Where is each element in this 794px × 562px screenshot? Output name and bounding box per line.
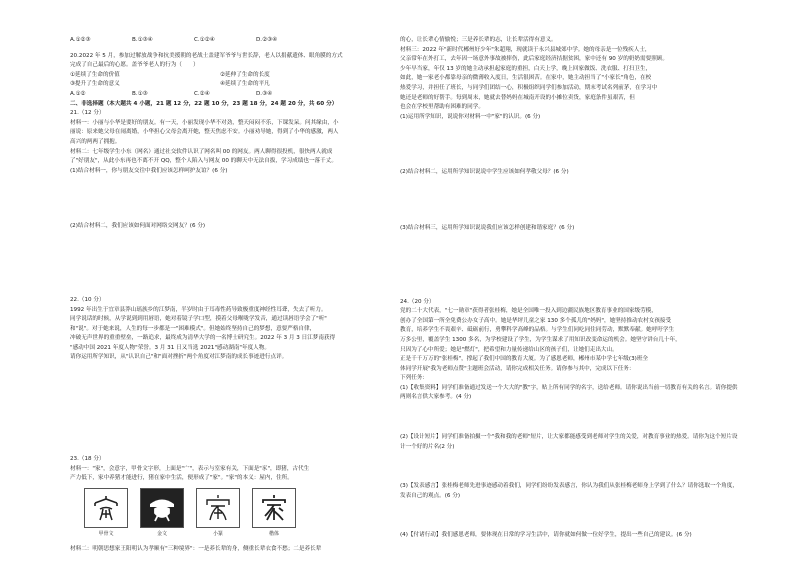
small-seal-glyph xyxy=(202,493,234,523)
q20-line: 20.2022 年 5 月，参加过解放战争和抗美援朝的老战士盖建军爷爷与世长辞，老人以捐献遗体、眼角膜的方式 xyxy=(70,52,343,59)
character-evolution xyxy=(84,488,400,528)
q22-heading: 22.（10 分） xyxy=(70,296,105,303)
q23-material-line: 材料一："家"，会意字，甲骨文字形，上面是"宀"，表示与室家有关，下面是"豕"，即猪，古代生 xyxy=(70,465,310,472)
q23-sub-2: (2)结合材料二，运用所学知识说说中学生应该如何孝敬父母？(6 分) xyxy=(400,169,569,176)
q24-line: 正是千千万万的"张桂梅"，撑起了我们中国的教育大厦。为了感恩老师，郴州市某中学七年级(3)班全 xyxy=(400,356,649,363)
q23-material-three-line: 如此，她一家老小都靠母亲的微薄收入度日，生活很困苦。在家中，她主动担当了"小家长"角色，在校 xyxy=(400,75,652,82)
q20-option-a: A.①② xyxy=(70,90,86,97)
q23-material-three-line: 也会在学校里帮助有困难的同学。 xyxy=(400,104,484,111)
q23-material-three-line: 她还是老师的好帮手。每到周末，她就去替妈妈在城南开设的小摊位卖货，家庭条件虽艰苦，但 xyxy=(400,94,635,101)
q24-sub-4: (4)【付诸行动】我们感恩老师，要体现在日常的学习生活中，请你就如何做一位好学生，提出一些自己的建议。(6 分) xyxy=(400,532,692,539)
q21-sub-1: (1)结合材料一，你与朋友交往中我们应该怎样呵护友谊？(6 分) xyxy=(70,167,228,174)
q19-option-c: C.①②④ xyxy=(194,37,215,43)
q20-statement: ④延续了生命的平凡 xyxy=(220,81,270,88)
q22-line: "感动中国 2021 年度人物"荣誉。3 月 31 日又当选 2021"感动湖南"年度人物。 xyxy=(70,344,270,351)
q21-material-line: 材料一：小丽与小华是要好的朋友。有一天，小丽发现小华不对劲，整天闷闷不乐，下课发呆。问其缘由，小 xyxy=(70,119,339,126)
left-column xyxy=(70,36,400,555)
q22-line: 同学说话的时候，从学说到到用唇语，她对着镜子学口型，摸着父母喉咙学发音，通过读唇语学会了"听" xyxy=(70,316,327,323)
regular-script-glyph xyxy=(258,493,290,523)
q22-line: 请你运用所学知识，从"认识自己"和"面对挫折"两个角度对江梦南的成长事迹进行点评。 xyxy=(70,354,288,361)
char-label-regular: 楷体 xyxy=(268,530,279,537)
q20-statement: ①延续了生命的价值 xyxy=(70,71,120,78)
q23-material-two: 材料二：明朝思想家王阳明认为孝顺有"三种境界"：一是养长辈的身，侧重长辈衣食不愁；二是养长辈 xyxy=(70,546,322,553)
small-seal-char-image xyxy=(196,488,240,528)
right-column xyxy=(400,36,740,541)
q21-material-line: 高兴的两两了拥抱。 xyxy=(70,138,121,145)
q20-statement: ②延伸了生命的长度 xyxy=(220,71,270,78)
char-label-seal: 小篆 xyxy=(212,530,223,537)
q19-option-b: B.①③④ xyxy=(132,37,153,43)
q22-line: 1992 年出生于宜章县莽山瑶族乡的江梦南，半岁时由于耳毒性药导致极重度神经性耳聋，失去了听力。 xyxy=(70,306,327,313)
q23-sub-1: (1)运用所学知识，说说你对材料一中"家"的认识。(6 分) xyxy=(400,113,541,120)
q24-heading: 24.（20 分） xyxy=(400,298,435,305)
q23-material-three-line: 父亲常年在外打工，去年因一场意外事故被摔伤，此后家庭经济拮据贫困，家中还有 90 岁的奶奶需要照顾。 xyxy=(400,56,668,63)
q23-material-three-line: 少年早当家，年仅 13 岁的她主动承担起家庭的重担，白天上学，晚上回家做饭、洗衣服、打扫卫生， xyxy=(400,65,652,72)
q24-sub-2: (2)【设计短片】同学们准备拍摄一个"我和我的老师"短片，让大家都能感受到老师对学生的关爱，对教育事业的热爱。请你为这个短片设计一个好的片名(2 分) xyxy=(400,434,738,450)
regular-script-char xyxy=(252,488,296,528)
q21-material-line: 了"好朋友"，从此小东再也不离不开 QQ，整个人陷入与网友 00 的聊天中无法自拔，学习成绩也一落千丈。 xyxy=(70,158,337,165)
char-label-oracle: 甲骨文 xyxy=(98,530,114,537)
character-labels xyxy=(84,530,400,540)
q22-line: 冲破无声世界的重重壁垒，一路追求，最终成为清华大学的一名博士研究生。2022 年 3 月 3 日江梦南获得 xyxy=(70,335,336,342)
bronze-char-image xyxy=(140,488,184,528)
q20-option-c: C.②④ xyxy=(194,90,210,97)
q20-statement: ③提升了生命的意义 xyxy=(70,81,120,88)
q20-statements xyxy=(70,80,400,90)
q24-line: 创办了全国第一所全免费公办女子高中。她是华坪儿童之家 130 多个孤儿的"妈妈"，她坚持推动农村女孩接受 xyxy=(400,317,672,324)
section-two-heading: 二、非选择题（本大题共 4 小题，21 题 12 分，22 题 10 分，23 题 18 分，24 题 20 分，共 60 分） xyxy=(70,100,338,107)
q23-sub-3: (3)结合材料三，运用所学知识说说我们应该怎样创建和谐家庭？(6 分) xyxy=(400,224,575,231)
q24-line: 党的二十大代表，"七一勋章"获得者张桂梅，她是全国唯一投入到边疆民族地区教育事业的国家级劳模， xyxy=(400,308,657,315)
q20-statements xyxy=(70,71,400,81)
q19-options xyxy=(70,36,400,46)
q24-sub-3: (3)【发表感言】张桂梅老师先进事迹感动着我们，同学们纷纷发表感言，你认为我们从张桂梅老师身上学到了什么？请你选取一个角度，发表自己的观点。(6 分) xyxy=(400,483,738,499)
oracle-bone-glyph xyxy=(90,493,122,523)
q24-sub-1: (1)【收集资料】同学们准备通过发送一个大大的"教"字，贴上所有同学的名字，送给老师。请你说出当前一切教育有关的名言。请你提供两则名言供大家参考。(4 分) xyxy=(400,384,738,401)
q24-line: 体同学开展"我为老师点赞"主题班会活动，请你完成相关任务。请你参与其中，完成以下任务： xyxy=(400,365,635,372)
q20-line: 完成了自己最后的心愿。盖爷爷老人的行为（ ） xyxy=(70,62,199,69)
q20-option-d: D.③④ xyxy=(256,90,273,97)
q24-line: 万多公里，覆盖学生 1300 多名，为学校建设了学生，为学生谋求了用知识改变命运的机会。她坚守讲台几十年， xyxy=(400,336,681,343)
q22-line: 和"说"。对于她来说，人生的每一步都是一"困难模式"。但她始终坚持自己的梦想，意要严格自律， xyxy=(70,325,316,332)
q23-material-line: 产力低下，家中养猪才能进行，猪在家中生活，便形成了"家"。"家"的本义：屋内，住所。 xyxy=(70,475,293,482)
oracle-bone-char-image xyxy=(84,488,128,528)
q24-line: 下列任务： xyxy=(400,375,428,382)
q24-line: 教育，培养学生不畏艰辛、砥砺前行，勇攀科学高峰的品格。与学生们同吃同住同劳动，默默奉献。她呼吁学生 xyxy=(400,327,675,334)
q23-heading: 23.（18 分） xyxy=(70,456,105,463)
q19-option-d: D.②③④ xyxy=(256,37,278,43)
q21-sub-2: (2)结合材料二，我们应该如何面对网络交网友？(6 分) xyxy=(70,223,206,230)
q21-heading: 21.（12 分） xyxy=(70,110,105,117)
bronze-glyph xyxy=(146,493,178,523)
char-label-bronze: 金文 xyxy=(156,530,167,537)
q20-options xyxy=(70,90,400,100)
q23-continued-line: 的心，让长辈心情愉悦；三是养长辈的志，让长辈活得有意义。 xyxy=(400,37,557,43)
q20-option-b: B.①③ xyxy=(132,90,148,97)
q23-material-three-line: 热爱学习，并担任了班长，与同学们团结一心，积极组织同学们参加活动，期末考试名列前茅，在学习中 xyxy=(400,84,658,91)
q24-line: 只因为了心中所爱；她是"燃灯"，把希望和力量传递给山区的孩子们，让她们走出大山。 xyxy=(400,346,618,353)
q23-material-three-line: 材料三：2022 年"新时代郴州好少年"朱超翔，现就读于永兴县城郊中学。她的母亲是一位残疾人士， xyxy=(400,46,651,53)
q21-material-line: 材料二：七年级学生小东（网名）通过社交软件认识了网名叫 00 的网友。两人聊得很投机，很快两人就成 xyxy=(70,148,333,155)
q19-option-a: A.①②③ xyxy=(70,37,91,43)
q21-material-line: 丽说：原来她父母在闹离婚，小华担心父母会离开她，整天焦虑不安。小丽劝导她，得到了小华的感激，两人 xyxy=(70,129,339,136)
